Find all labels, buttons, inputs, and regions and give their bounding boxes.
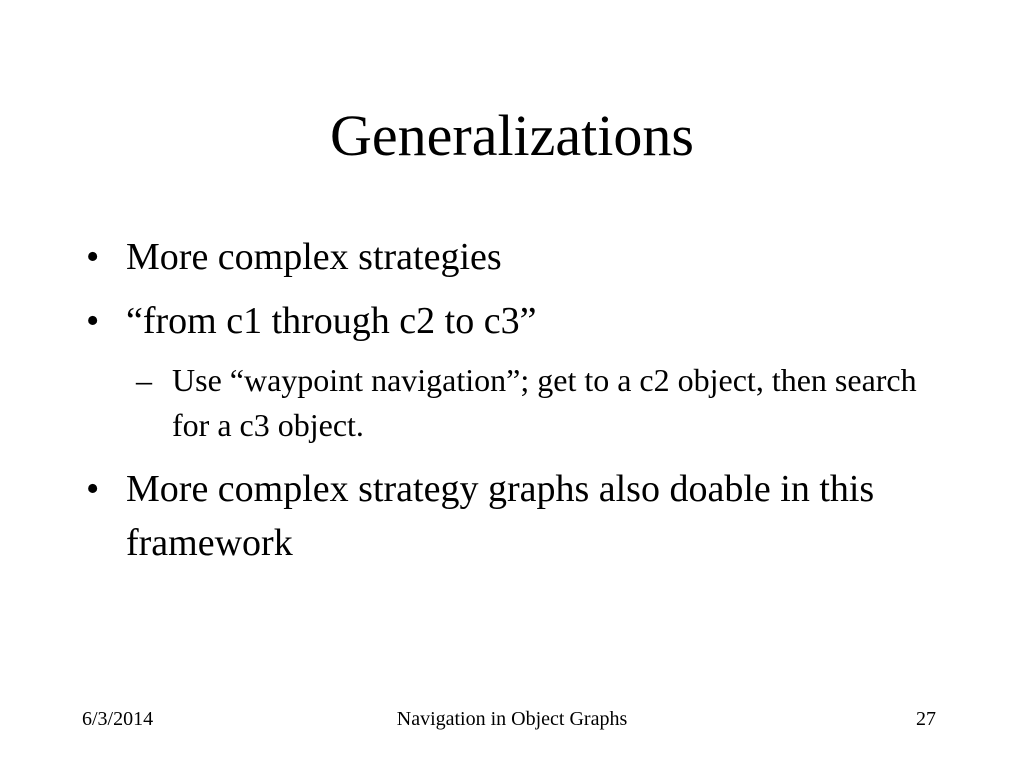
sub-bullet-marker: – [136,362,152,398]
bullet-marker: • [86,468,100,510]
bullet-list [86,230,946,580]
sub-bullet-text: Use “waypoint navigation”; get to a c2 object, then search for a c3 object. [172,362,917,443]
footer-page-number: 27 [916,708,936,730]
bullet-text: “from c1 through c2 to c3” [126,300,537,342]
slide-title: Generalizations [330,103,694,168]
footer-date: 6/3/2014 [82,708,154,730]
bullet-item [86,230,946,284]
sub-bullet-item [86,358,946,448]
bullet-item [86,462,946,570]
bullet-marker: • [86,300,100,342]
bullet-item [86,294,946,348]
bullet-text: More complex strategy graphs also doable in this framework [126,468,875,564]
bullet-marker: • [86,236,100,278]
bullet-text: More complex strategies [126,236,502,278]
footer-title: Navigation in Object Graphs [396,708,628,730]
